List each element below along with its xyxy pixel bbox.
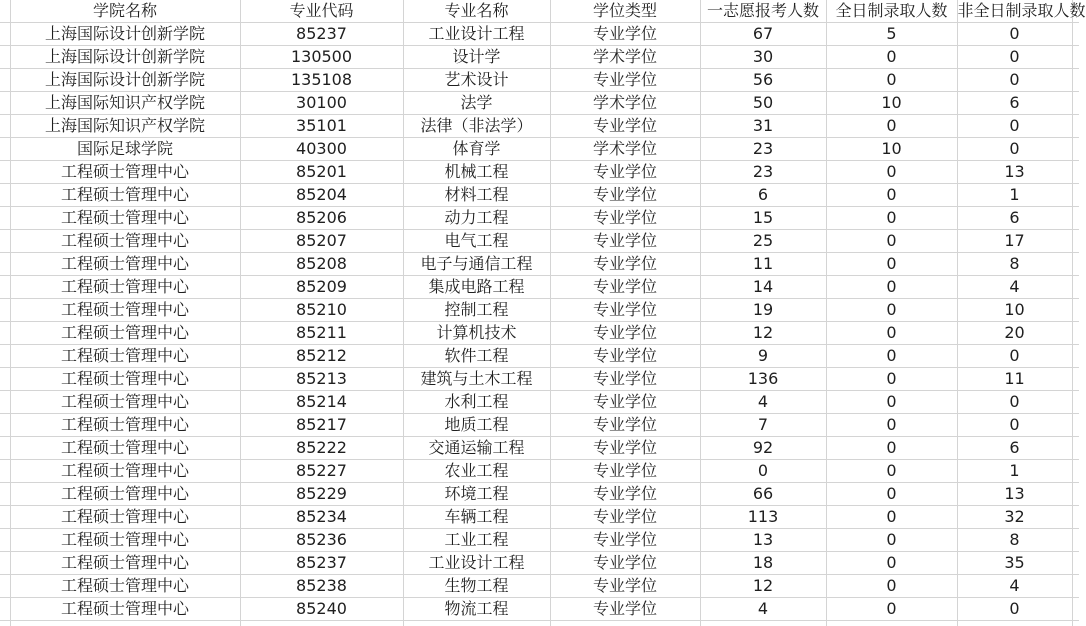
cell-degree-type[interactable]: 专业学位 — [550, 184, 700, 207]
cell-major-code[interactable]: 85213 — [240, 368, 403, 391]
cell-major-name[interactable]: 机械工程 — [403, 161, 550, 184]
cell-college-name[interactable]: 工程硕士管理中心 — [10, 414, 240, 437]
cell-major-name[interactable]: 体育学 — [403, 138, 550, 161]
cell-degree-type[interactable]: 专业学位 — [550, 115, 700, 138]
edge-cell — [0, 414, 10, 437]
table-row — [0, 414, 1079, 437]
cell-degree-type[interactable]: 专业学位 — [550, 276, 700, 299]
table-row — [0, 23, 1079, 46]
cell-parttime-admitted[interactable]: 4 — [957, 276, 1072, 299]
table-row — [0, 115, 1079, 138]
cell-major-name[interactable]: 计算机技术 — [403, 322, 550, 345]
edge-cell — [0, 391, 10, 414]
cell-college-name[interactable]: 工程硕士管理中心 — [10, 391, 240, 414]
cell-parttime-admitted[interactable]: 0 — [957, 23, 1072, 46]
cell-college-name[interactable]: 工程硕士管理中心 — [10, 161, 240, 184]
cell-fulltime-admitted[interactable]: 5 — [826, 23, 957, 46]
cell-college-name[interactable]: 上海国际设计创新学院 — [10, 69, 240, 92]
cell-major-code[interactable]: 30100 — [240, 92, 403, 115]
cell-major-name[interactable]: 材料工程 — [403, 184, 550, 207]
cell-fulltime-admitted[interactable]: 0 — [826, 253, 957, 276]
edge-cell — [0, 138, 10, 161]
edge-cell — [0, 207, 10, 230]
edge-cell — [1072, 92, 1079, 115]
header-major-name[interactable]: 专业名称 — [403, 0, 550, 23]
cell-major-name[interactable]: 工业设计工程 — [403, 23, 550, 46]
cell-major-name[interactable]: 艺术设计 — [403, 69, 550, 92]
cell-major-name[interactable]: 工业设计工程 — [403, 552, 550, 575]
cell-parttime-admitted[interactable]: 8 — [957, 529, 1072, 552]
table-row — [0, 552, 1079, 575]
cell-parttime-admitted[interactable]: 0 — [957, 414, 1072, 437]
edge-cell — [0, 368, 10, 391]
cell-parttime-admitted[interactable]: 1 — [957, 184, 1072, 207]
cell-college-name[interactable]: 工程硕士管理中心 — [10, 598, 240, 621]
edge-cell — [1072, 529, 1079, 552]
table-row — [0, 391, 1079, 414]
cell-degree-type[interactable]: 专业学位 — [550, 322, 700, 345]
table-row — [0, 529, 1079, 552]
cell-major-code[interactable]: 85204 — [240, 184, 403, 207]
edge-cell — [0, 0, 10, 23]
cell-degree-type[interactable]: 专业学位 — [550, 391, 700, 414]
cell-parttime-admitted[interactable]: 1 — [957, 460, 1072, 483]
cell-major-code[interactable]: 85240 — [240, 598, 403, 621]
edge-cell — [0, 460, 10, 483]
cell-first-choice-count[interactable]: 19 — [700, 299, 826, 322]
cell-college-name[interactable]: 工程硕士管理中心 — [10, 253, 240, 276]
cell-parttime-admitted[interactable]: 0 — [957, 138, 1072, 161]
cell-major-name[interactable]: 法学 — [403, 92, 550, 115]
cell-first-choice-count[interactable]: 11 — [700, 253, 826, 276]
cell-major-name[interactable]: 环境工程 — [403, 483, 550, 506]
cell-first-choice-count[interactable]: 4 — [700, 391, 826, 414]
edge-cell — [1072, 414, 1079, 437]
cell-college-name[interactable] — [10, 621, 240, 626]
cell-first-choice-count[interactable]: 23 — [700, 138, 826, 161]
cell-major-name[interactable]: 软件工程 — [403, 345, 550, 368]
cell-parttime-admitted[interactable]: 0 — [957, 598, 1072, 621]
cell-parttime-admitted[interactable]: 0 — [957, 345, 1072, 368]
cell-major-name[interactable]: 控制工程 — [403, 299, 550, 322]
cell-first-choice-count[interactable]: 4 — [700, 598, 826, 621]
cell-parttime-admitted[interactable]: 0 — [957, 115, 1072, 138]
cell-parttime-admitted[interactable]: 0 — [957, 69, 1072, 92]
cell-college-name[interactable]: 上海国际设计创新学院 — [10, 46, 240, 69]
cell-first-choice-count[interactable]: 12 — [700, 575, 826, 598]
table-row — [0, 230, 1079, 253]
cell-major-name[interactable]: 法律（非法学） — [403, 115, 550, 138]
cell-degree-type[interactable]: 学术学位 — [550, 138, 700, 161]
cell-major-code[interactable]: 85238 — [240, 575, 403, 598]
cell-college-name[interactable]: 工程硕士管理中心 — [10, 529, 240, 552]
edge-cell — [0, 92, 10, 115]
cell-fulltime-admitted[interactable]: 0 — [826, 322, 957, 345]
edge-cell — [1072, 621, 1079, 626]
cell-college-name[interactable]: 上海国际设计创新学院 — [10, 23, 240, 46]
edge-cell — [1072, 276, 1079, 299]
edge-cell — [0, 506, 10, 529]
edge-cell — [0, 276, 10, 299]
cell-college-name[interactable]: 工程硕士管理中心 — [10, 506, 240, 529]
table-row — [0, 437, 1079, 460]
cell-fulltime-admitted[interactable]: 0 — [826, 529, 957, 552]
edge-cell — [1072, 598, 1079, 621]
cell-parttime-admitted[interactable]: 13 — [957, 483, 1072, 506]
cell-first-choice-count[interactable]: 18 — [700, 552, 826, 575]
edge-cell — [1072, 575, 1079, 598]
cell-first-choice-count[interactable]: 31 — [700, 115, 826, 138]
cell-degree-type[interactable]: 专业学位 — [550, 253, 700, 276]
cell-fulltime-admitted[interactable]: 0 — [826, 276, 957, 299]
table-row — [0, 161, 1079, 184]
cell-major-code[interactable]: 85236 — [240, 529, 403, 552]
cell-major-code[interactable]: 85227 — [240, 460, 403, 483]
edge-cell — [0, 299, 10, 322]
cell-major-name[interactable]: 物流工程 — [403, 598, 550, 621]
cell-major-name[interactable]: 交通运输工程 — [403, 437, 550, 460]
cell-college-name[interactable]: 工程硕士管理中心 — [10, 230, 240, 253]
cell-degree-type[interactable]: 专业学位 — [550, 552, 700, 575]
cell-college-name[interactable]: 工程硕士管理中心 — [10, 299, 240, 322]
cell-major-code[interactable]: 85207 — [240, 230, 403, 253]
cell-fulltime-admitted[interactable]: 0 — [826, 69, 957, 92]
cell-fulltime-admitted[interactable]: 0 — [826, 460, 957, 483]
edge-cell — [0, 598, 10, 621]
cell-major-code[interactable]: 85206 — [240, 207, 403, 230]
cell-parttime-admitted[interactable]: 4 — [957, 575, 1072, 598]
cell-fulltime-admitted[interactable]: 10 — [826, 92, 957, 115]
edge-cell — [0, 322, 10, 345]
edge-cell — [1072, 460, 1079, 483]
table-body — [0, 23, 1079, 626]
cell-degree-type[interactable]: 专业学位 — [550, 161, 700, 184]
edge-cell — [1072, 506, 1079, 529]
cell-fulltime-admitted[interactable]: 0 — [826, 552, 957, 575]
cell-major-name[interactable]: 设计学 — [403, 46, 550, 69]
edge-cell — [1072, 299, 1079, 322]
header-parttime-admitted[interactable]: 非全日制录取人数 — [957, 0, 1072, 23]
cell-college-name[interactable]: 工程硕士管理中心 — [10, 575, 240, 598]
edge-cell — [0, 184, 10, 207]
cell-fulltime-admitted[interactable]: 0 — [826, 345, 957, 368]
table-row — [0, 276, 1079, 299]
cell-parttime-admitted[interactable]: 6 — [957, 437, 1072, 460]
edge-cell — [0, 552, 10, 575]
cell-college-name[interactable]: 工程硕士管理中心 — [10, 184, 240, 207]
cell-major-name[interactable] — [403, 621, 550, 626]
edge-cell — [0, 23, 10, 46]
cell-degree-type[interactable]: 专业学位 — [550, 345, 700, 368]
edge-cell — [1072, 161, 1079, 184]
table-row — [0, 322, 1079, 345]
cell-major-name[interactable]: 集成电路工程 — [403, 276, 550, 299]
cell-college-name[interactable]: 工程硕士管理中心 — [10, 483, 240, 506]
table-row — [0, 621, 1079, 626]
cell-fulltime-admitted[interactable]: 0 — [826, 575, 957, 598]
cell-degree-type[interactable]: 学术学位 — [550, 92, 700, 115]
edge-cell — [0, 115, 10, 138]
cell-first-choice-count[interactable]: 15 — [700, 207, 826, 230]
edge-cell — [0, 230, 10, 253]
cell-college-name[interactable]: 上海国际知识产权学院 — [10, 115, 240, 138]
cell-major-code[interactable]: 85237 — [240, 552, 403, 575]
cell-first-choice-count[interactable]: 0 — [700, 460, 826, 483]
cell-first-choice-count[interactable]: 113 — [700, 506, 826, 529]
cell-parttime-admitted[interactable]: 17 — [957, 230, 1072, 253]
cell-parttime-admitted[interactable]: 6 — [957, 92, 1072, 115]
cell-fulltime-admitted[interactable]: 0 — [826, 437, 957, 460]
table-row — [0, 184, 1079, 207]
cell-parttime-admitted[interactable] — [957, 621, 1072, 626]
edge-cell — [1072, 437, 1079, 460]
edge-cell — [1072, 253, 1079, 276]
cell-college-name[interactable]: 工程硕士管理中心 — [10, 460, 240, 483]
edge-cell — [0, 345, 10, 368]
cell-major-code[interactable]: 85201 — [240, 161, 403, 184]
cell-major-code[interactable]: 85210 — [240, 299, 403, 322]
edge-cell — [0, 69, 10, 92]
cell-major-name[interactable]: 水利工程 — [403, 391, 550, 414]
cell-college-name[interactable]: 工程硕士管理中心 — [10, 322, 240, 345]
cell-fulltime-admitted[interactable] — [826, 621, 957, 626]
cell-major-name[interactable]: 电气工程 — [403, 230, 550, 253]
cell-parttime-admitted[interactable]: 0 — [957, 46, 1072, 69]
cell-fulltime-admitted[interactable]: 0 — [826, 207, 957, 230]
edge-cell — [0, 529, 10, 552]
cell-major-name[interactable]: 农业工程 — [403, 460, 550, 483]
cell-parttime-admitted[interactable]: 6 — [957, 207, 1072, 230]
edge-cell — [0, 253, 10, 276]
cell-degree-type[interactable]: 学术学位 — [550, 46, 700, 69]
cell-fulltime-admitted[interactable]: 0 — [826, 161, 957, 184]
cell-college-name[interactable]: 国际足球学院 — [10, 138, 240, 161]
edge-cell — [1072, 207, 1079, 230]
header-first-choice-count[interactable]: 一志愿报考人数 — [700, 0, 826, 23]
edge-cell — [1072, 230, 1079, 253]
cell-fulltime-admitted[interactable]: 10 — [826, 138, 957, 161]
cell-major-code[interactable] — [240, 621, 403, 626]
cell-major-code[interactable]: 85211 — [240, 322, 403, 345]
cell-first-choice-count[interactable]: 7 — [700, 414, 826, 437]
cell-degree-type[interactable]: 专业学位 — [550, 506, 700, 529]
cell-parttime-admitted[interactable]: 35 — [957, 552, 1072, 575]
header-row — [0, 0, 1079, 23]
table-row — [0, 299, 1079, 322]
table-row — [0, 506, 1079, 529]
cell-first-choice-count[interactable]: 66 — [700, 483, 826, 506]
cell-first-choice-count[interactable]: 56 — [700, 69, 826, 92]
cell-first-choice-count[interactable]: 25 — [700, 230, 826, 253]
table-row — [0, 575, 1079, 598]
cell-first-choice-count[interactable]: 136 — [700, 368, 826, 391]
cell-fulltime-admitted[interactable]: 0 — [826, 506, 957, 529]
cell-major-code[interactable]: 130500 — [240, 46, 403, 69]
cell-fulltime-admitted[interactable]: 0 — [826, 184, 957, 207]
cell-major-name[interactable]: 动力工程 — [403, 207, 550, 230]
edge-cell — [1072, 345, 1079, 368]
cell-college-name[interactable]: 工程硕士管理中心 — [10, 552, 240, 575]
cell-major-code[interactable]: 85209 — [240, 276, 403, 299]
cell-major-code[interactable]: 85217 — [240, 414, 403, 437]
cell-fulltime-admitted[interactable]: 0 — [826, 391, 957, 414]
cell-fulltime-admitted[interactable]: 0 — [826, 230, 957, 253]
cell-parttime-admitted[interactable]: 13 — [957, 161, 1072, 184]
cell-degree-type[interactable]: 专业学位 — [550, 483, 700, 506]
cell-first-choice-count[interactable]: 67 — [700, 23, 826, 46]
cell-degree-type[interactable]: 专业学位 — [550, 23, 700, 46]
cell-major-code[interactable]: 85212 — [240, 345, 403, 368]
table-row — [0, 207, 1079, 230]
cell-degree-type[interactable]: 专业学位 — [550, 230, 700, 253]
cell-fulltime-admitted[interactable]: 0 — [826, 299, 957, 322]
cell-major-code[interactable]: 40300 — [240, 138, 403, 161]
table-row — [0, 368, 1079, 391]
cell-degree-type[interactable]: 专业学位 — [550, 598, 700, 621]
cell-major-code[interactable]: 85222 — [240, 437, 403, 460]
cell-degree-type[interactable]: 专业学位 — [550, 368, 700, 391]
cell-degree-type[interactable]: 专业学位 — [550, 437, 700, 460]
cell-college-name[interactable]: 上海国际知识产权学院 — [10, 92, 240, 115]
cell-first-choice-count[interactable]: 14 — [700, 276, 826, 299]
cell-first-choice-count[interactable]: 50 — [700, 92, 826, 115]
edge-cell — [1072, 138, 1079, 161]
cell-major-name[interactable]: 车辆工程 — [403, 506, 550, 529]
header-major-code[interactable]: 专业代码 — [240, 0, 403, 23]
edge-cell — [1072, 552, 1079, 575]
cell-first-choice-count[interactable]: 13 — [700, 529, 826, 552]
table-row — [0, 460, 1079, 483]
cell-parttime-admitted[interactable]: 0 — [957, 391, 1072, 414]
edge-cell — [0, 483, 10, 506]
cell-first-choice-count[interactable] — [700, 621, 826, 626]
table-row — [0, 345, 1079, 368]
cell-degree-type[interactable]: 专业学位 — [550, 460, 700, 483]
cell-first-choice-count[interactable]: 9 — [700, 345, 826, 368]
edge-cell — [1072, 69, 1079, 92]
header-degree-type[interactable]: 学位类型 — [550, 0, 700, 23]
cell-major-code[interactable]: 85214 — [240, 391, 403, 414]
cell-degree-type[interactable]: 专业学位 — [550, 575, 700, 598]
cell-degree-type[interactable]: 专业学位 — [550, 207, 700, 230]
cell-parttime-admitted[interactable]: 11 — [957, 368, 1072, 391]
edge-cell — [0, 437, 10, 460]
cell-major-name[interactable]: 工业工程 — [403, 529, 550, 552]
edge-cell — [1072, 184, 1079, 207]
cell-college-name[interactable]: 工程硕士管理中心 — [10, 345, 240, 368]
cell-degree-type[interactable]: 专业学位 — [550, 299, 700, 322]
cell-fulltime-admitted[interactable]: 0 — [826, 46, 957, 69]
cell-degree-type[interactable]: 专业学位 — [550, 69, 700, 92]
edge-cell — [1072, 46, 1079, 69]
cell-major-code[interactable]: 85229 — [240, 483, 403, 506]
cell-college-name[interactable]: 工程硕士管理中心 — [10, 276, 240, 299]
cell-major-code[interactable]: 85237 — [240, 23, 403, 46]
edge-cell — [0, 575, 10, 598]
table-row — [0, 253, 1079, 276]
edge-cell — [1072, 115, 1079, 138]
cell-major-name[interactable]: 建筑与土木工程 — [403, 368, 550, 391]
cell-first-choice-count[interactable]: 92 — [700, 437, 826, 460]
table-row — [0, 92, 1079, 115]
cell-degree-type[interactable]: 专业学位 — [550, 529, 700, 552]
table-row — [0, 483, 1079, 506]
cell-major-code[interactable]: 85208 — [240, 253, 403, 276]
table-row — [0, 138, 1079, 161]
cell-college-name[interactable]: 工程硕士管理中心 — [10, 368, 240, 391]
table-row — [0, 69, 1079, 92]
cell-major-code[interactable]: 85234 — [240, 506, 403, 529]
cell-first-choice-count[interactable]: 30 — [700, 46, 826, 69]
edge-cell — [1072, 322, 1079, 345]
cell-fulltime-admitted[interactable]: 0 — [826, 115, 957, 138]
header-fulltime-admitted[interactable]: 全日制录取人数 — [826, 0, 957, 23]
cell-fulltime-admitted[interactable]: 0 — [826, 414, 957, 437]
header-college-name[interactable]: 学院名称 — [10, 0, 240, 23]
cell-first-choice-count[interactable]: 12 — [700, 322, 826, 345]
edge-cell — [1072, 23, 1079, 46]
table-row — [0, 46, 1079, 69]
cell-fulltime-admitted[interactable]: 0 — [826, 598, 957, 621]
cell-major-code[interactable]: 135108 — [240, 69, 403, 92]
cell-college-name[interactable]: 工程硕士管理中心 — [10, 207, 240, 230]
cell-parttime-admitted[interactable]: 10 — [957, 299, 1072, 322]
cell-major-code[interactable]: 35101 — [240, 115, 403, 138]
edge-cell — [1072, 483, 1079, 506]
cell-parttime-admitted[interactable]: 32 — [957, 506, 1072, 529]
cell-fulltime-admitted[interactable]: 0 — [826, 483, 957, 506]
cell-major-name[interactable]: 地质工程 — [403, 414, 550, 437]
cell-first-choice-count[interactable]: 6 — [700, 184, 826, 207]
cell-parttime-admitted[interactable]: 8 — [957, 253, 1072, 276]
cell-degree-type[interactable] — [550, 621, 700, 626]
edge-cell — [1072, 368, 1079, 391]
cell-degree-type[interactable]: 专业学位 — [550, 414, 700, 437]
cell-fulltime-admitted[interactable]: 0 — [826, 368, 957, 391]
cell-major-name[interactable]: 生物工程 — [403, 575, 550, 598]
cell-first-choice-count[interactable]: 23 — [700, 161, 826, 184]
edge-cell — [1072, 391, 1079, 414]
cell-college-name[interactable]: 工程硕士管理中心 — [10, 437, 240, 460]
edge-cell — [0, 621, 10, 626]
cell-major-name[interactable]: 电子与通信工程 — [403, 253, 550, 276]
edge-cell — [0, 46, 10, 69]
edge-cell — [0, 161, 10, 184]
table-row — [0, 598, 1079, 621]
cell-parttime-admitted[interactable]: 20 — [957, 322, 1072, 345]
